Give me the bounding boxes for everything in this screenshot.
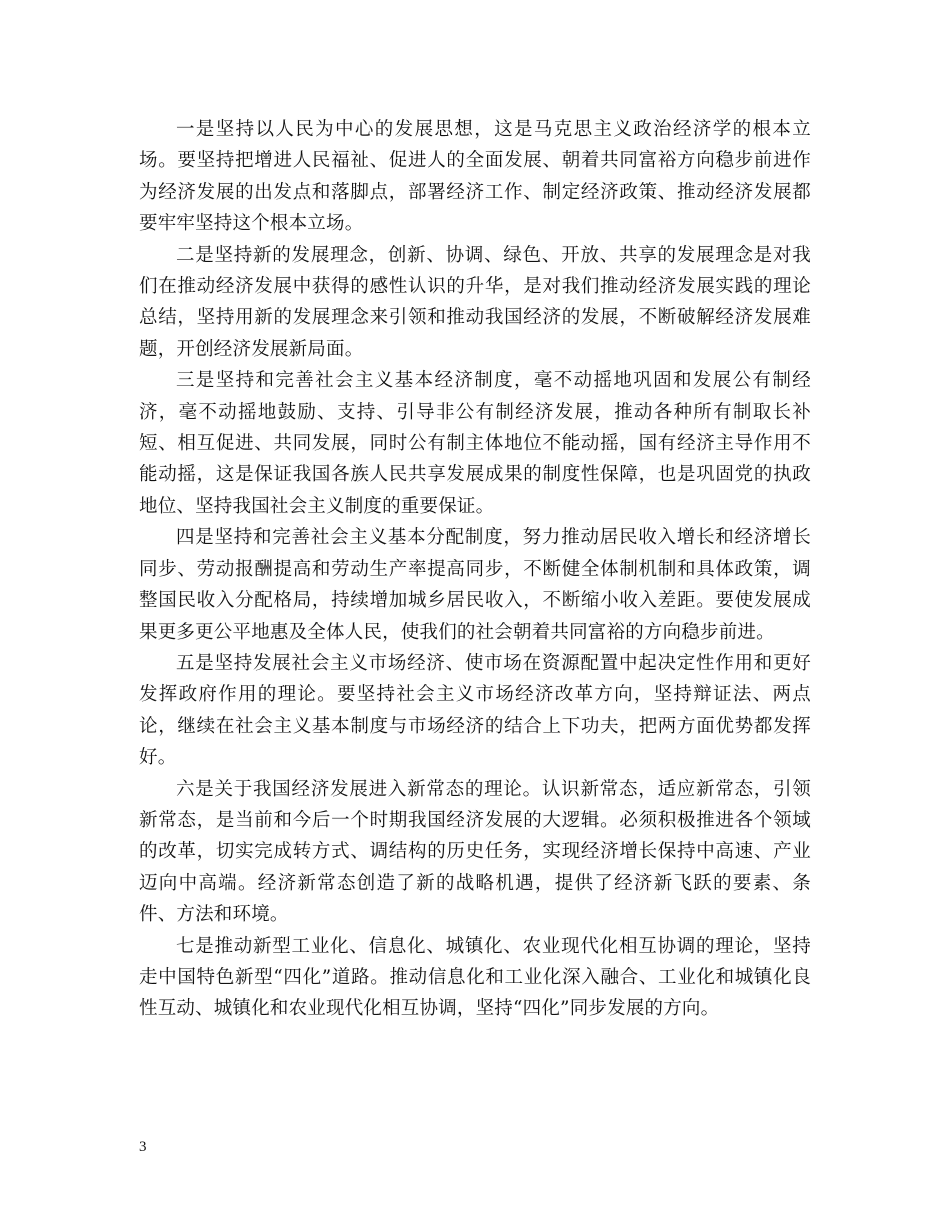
page-number: 3	[139, 1139, 147, 1155]
paragraph-4: 四是坚持和完善社会主义基本分配制度，努力推动居民收入增长和经济增长同步、劳动报酬提高和劳动生产率提高同步，不断健全体制机制和具体政策，调整国民收入分配格局，持续增加城乡居民收入，不断缩小收入差距。要使发展成果更多更公平地惠及全体人民，使我们的社会朝着共同富裕的方向稳步前进。	[139, 527, 811, 643]
paragraph-7: 七是推动新型工业化、信息化、城镇化、农业现代化相互协调的理论，坚持走中国特色新型“四化”道路。推动信息化和工业化深入融合、工业化和城镇化良性互动、城镇化和农业现代化相互协调，坚持“四化”同步发展的方向。	[139, 935, 811, 1020]
paragraph-1: 一是坚持以人民为中心的发展思想，这是马克思主义政治经济学的根本立场。要坚持把增进人民福祉、促进人的全面发展、朝着共同富裕方向稳步前进作为经济发展的出发点和落脚点，部署经济工作、制定经济政策、推动经济发展都要牢牢坚持这个根本立场。	[139, 119, 811, 235]
paragraph-2: 二是坚持新的发展理念，创新、协调、绿色、开放、共享的发展理念是对我们在推动经济发展中获得的感性认识的升华，是对我们推动经济发展实践的理论总结，坚持用新的发展理念来引领和推动我国经济的发展，不断破解经济发展难题，开创经济发展新局面。	[139, 244, 811, 360]
document-body	[139, 114, 811, 1025]
paragraph-3: 三是坚持和完善社会主义基本经济制度，毫不动摇地巩固和发展公有制经济，毫不动摇地鼓励、支持、引导非公有制经济发展，推动各种所有制取长补短、相互促进、共同发展，同时公有制主体地位不能动摇，国有经济主导作用不能动摇，这是保证我国各族人民共享发展成果的制度性保障，也是巩固党的执政地位、坚持我国社会主义制度的重要保证。	[139, 370, 811, 517]
paragraph-6: 六是关于我国经济发展进入新常态的理论。认识新常态，适应新常态，引领新常态，是当前和今后一个时期我国经济发展的大逻辑。必须积极推进各个领域的改革，切实完成转方式、调结构的历史任务，实现经济增长保持中高速、产业迈向中高端。经济新常态创造了新的战略机遇，提供了经济新飞跃的要素、条件、方法和环境。	[139, 778, 811, 926]
paragraph-5: 五是坚持发展社会主义市场经济、使市场在资源配置中起决定性作用和更好发挥政府作用的理论。要坚持社会主义市场经济改革方向，坚持辩证法、两点论，继续在社会主义基本制度与市场经济的结合上下功夫，把两方面优势都发挥好。	[139, 652, 811, 769]
